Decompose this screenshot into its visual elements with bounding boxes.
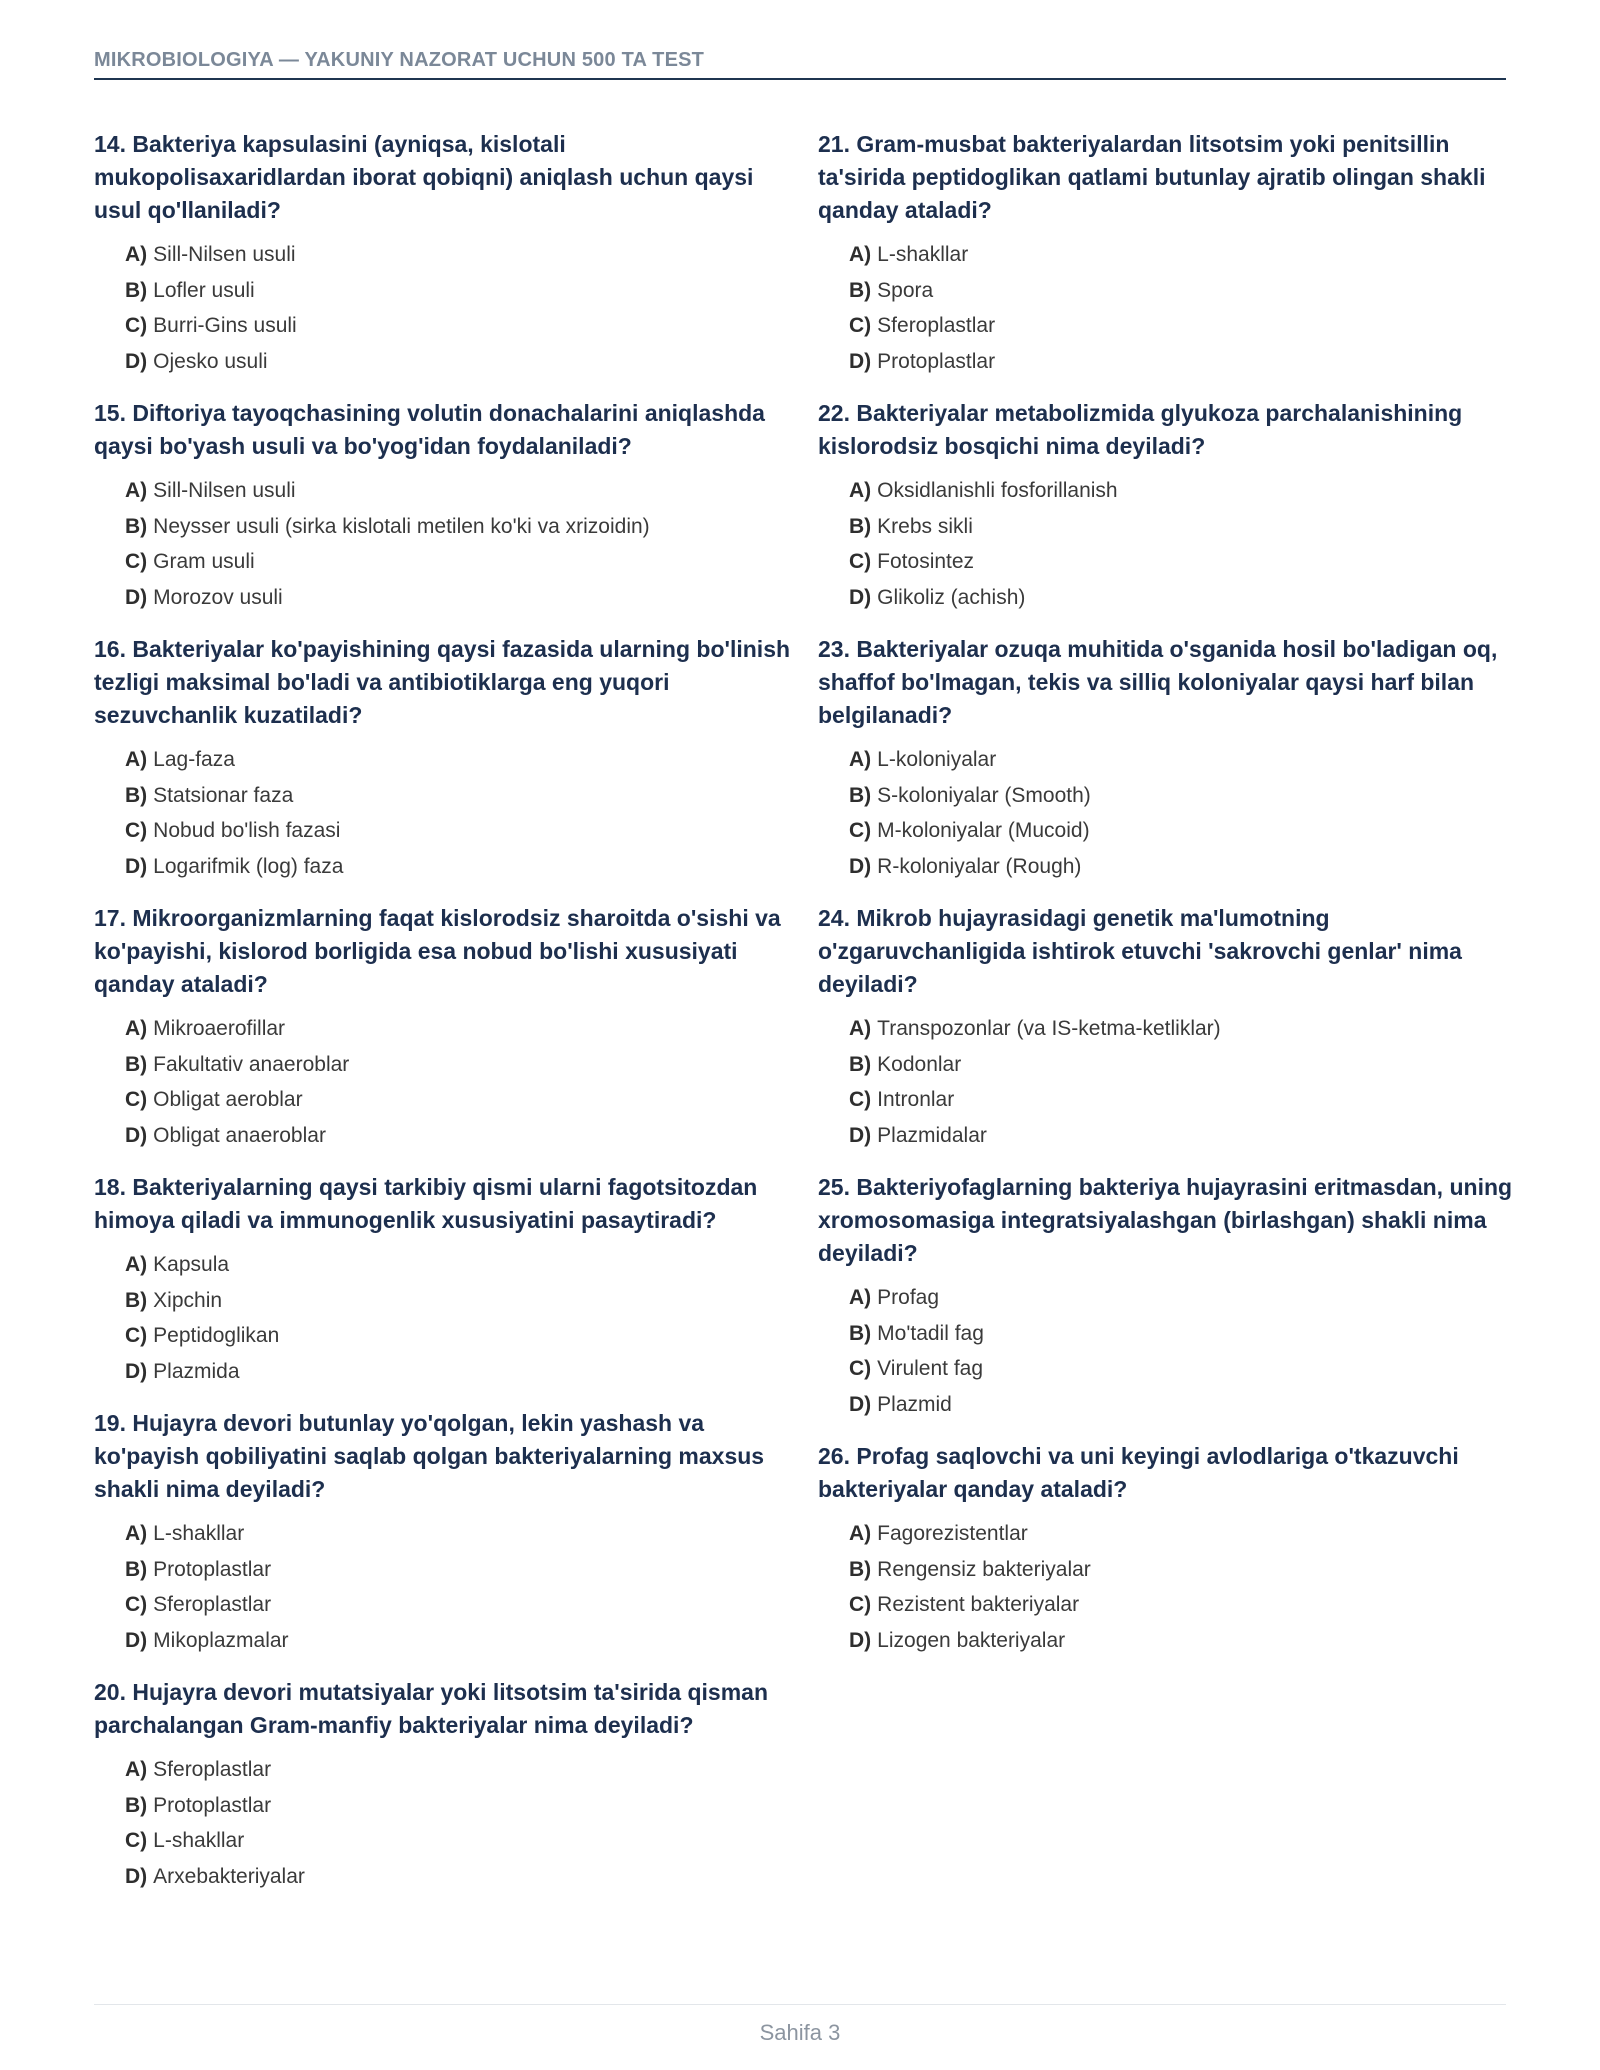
option-letter: A) [125,243,148,266]
answer-option [94,237,794,273]
question-column-left [94,128,794,1912]
question-text: 17. Mikroorganizmlarning faqat kislorodsiz sharoitda o'sishi va ko'payishi, kislorod borligida esa nobud bo'lishi xususiyati qanday ataladi? [94,905,781,997]
question-text: 20. Hujayra devori mutatsiyalar yoki litsotsim ta'sirida qisman parchalangan Gram-manfiy bakteriyalar nima deyiladi? [94,1679,769,1738]
option-letter: C) [849,1088,872,1111]
answer-option [94,544,794,580]
answer-option [818,344,1518,380]
option-letter: B) [849,278,872,302]
option-letter: B) [125,1793,148,1817]
answer-option [94,509,794,545]
answer-option [94,1552,794,1588]
option-text: Lizogen bakteriyalar [877,1628,1066,1652]
question-block [94,397,794,615]
option-text: R-koloniyalar (Rough) [877,854,1082,878]
option-letter: A) [125,748,148,771]
answer-option [818,1280,1518,1316]
option-letter: D) [849,1123,872,1147]
option-text: Protoplastlar [153,1793,272,1817]
option-text: Fotosintez [877,550,975,573]
option-letter: D) [125,1123,148,1147]
question-column-right [818,128,1518,1676]
option-text: Sferoplastlar [877,314,996,337]
page-header [94,46,1506,80]
answer-option [94,473,794,509]
option-text: Neysser usuli (sirka kislotali metilen ko'ki va xrizoidin) [153,514,650,538]
option-text: L-shakllar [877,243,969,266]
question-text: 23. Bakteriyalar ozuqa muhitida o'sganida hosil bo'ladigan oq, shaffof bo'lmagan, tekis va silliq koloniyalar qaysi harf bilan belgilanadi? [818,636,1498,728]
option-text: L-shakllar [153,1522,245,1545]
option-text: Lag-faza [153,748,235,771]
question-block [94,128,794,379]
option-letter: B) [125,1052,148,1076]
option-text: Sferoplastlar [153,1758,272,1781]
option-text: Peptidoglikan [153,1324,280,1347]
option-letter: A) [849,1522,872,1545]
option-letter: C) [849,1593,872,1616]
answer-option [94,580,794,616]
question-text: 14. Bakteriya kapsulasini (ayniqsa, kislotali mukopolisaxaridlardan iborat qobiqni) aniqlash uchun qaysi usul qo'llaniladi? [94,131,754,223]
answer-option [818,1387,1518,1423]
question-text: 21. Gram-musbat bakteriyalardan litsotsim yoki penitsillin ta'sirida peptidoglikan qatlami butunlay ajratib olingan shakli qanday ataladi? [818,131,1486,223]
option-text: S-koloniyalar (Smooth) [877,783,1091,807]
option-letter: C) [125,1829,148,1852]
answer-option [94,344,794,380]
question-text: 18. Bakteriyalarning qaysi tarkibiy qismi ularni fagotsitozdan himoya qiladi va immunogenlik xususiyatini pasaytiradi? [94,1174,758,1233]
option-text: Sill-Nilsen usuli [153,479,296,502]
answer-option [94,849,794,885]
answer-option [94,813,794,849]
answer-option [818,742,1518,778]
option-letter: D) [849,1392,872,1416]
option-text: Obligat anaeroblar [153,1123,326,1147]
option-letter: C) [125,1593,148,1616]
option-letter: A) [849,243,872,266]
option-letter: B) [849,783,872,807]
option-letter: A) [125,1253,148,1276]
answer-option [818,1011,1518,1047]
question-block [94,633,794,884]
option-letter: A) [849,1017,872,1040]
option-letter: C) [125,314,148,337]
option-letter: A) [125,479,148,502]
option-text: Plazmidalar [877,1123,987,1147]
option-letter: B) [849,1052,872,1076]
question-block [818,902,1518,1153]
question-text: 24. Mikrob hujayrasidagi genetik ma'lumotning o'zgaruvchanligida ishtirok etuvchi 'sakrovchi genlar' nima deyiladi? [818,905,1462,997]
option-letter: C) [849,819,872,842]
option-text: Ojesko usuli [153,349,268,373]
option-letter: C) [849,550,872,573]
option-letter: A) [125,1522,148,1545]
option-text: M-koloniyalar (Mucoid) [877,819,1090,842]
question-text: 25. Bakteriyofaglarning bakteriya hujayrasini eritmasdan, uning xromosomasiga integratsiyalashgan (birlashgan) shakli nima deyiladi? [818,1174,1513,1266]
answer-option [94,1859,794,1895]
option-text: Profag [877,1286,940,1309]
option-text: Transpozonlar (va IS-ketma-ketliklar) [877,1017,1221,1040]
option-text: Plazmida [153,1359,240,1383]
answer-option [94,1823,794,1859]
answer-option [94,1752,794,1788]
option-text: Intronlar [877,1088,955,1111]
option-text: Mikoplazmalar [153,1628,289,1652]
answer-option [818,1623,1518,1659]
answer-option [94,1516,794,1552]
option-text: Sferoplastlar [153,1593,272,1616]
answer-option [94,1788,794,1824]
option-letter: A) [849,479,872,502]
answer-option [818,1047,1518,1083]
option-text: Statsionar faza [153,783,294,807]
answer-option [94,778,794,814]
option-letter: B) [125,1557,148,1581]
option-letter: A) [849,1286,872,1309]
option-letter: D) [125,1628,148,1652]
option-letter: B) [125,514,148,538]
option-text: Nobud bo'lish fazasi [153,819,341,842]
question-text: 19. Hujayra devori butunlay yo'qolgan, lekin yashash va ko'payish qobiliyatini saqlab qolgan bakteriyalarning maxsus shakli nima deyiladi? [94,1410,765,1502]
answer-option [94,273,794,309]
document-title: MIKROBIOLOGIYA — YAKUNIY NAZORAT UCHUN 500 TA TEST [94,49,705,71]
answer-option [818,509,1518,545]
option-text: Kodonlar [877,1052,962,1076]
question-block [94,1407,794,1658]
option-letter: D) [125,1359,148,1383]
answer-option [818,544,1518,580]
option-letter: D) [849,1628,872,1652]
option-letter: C) [125,550,148,573]
option-text: L-shakllar [153,1829,245,1852]
answer-option [94,1011,794,1047]
page-number: Sahifa 3 [759,2020,841,2045]
option-letter: B) [849,1557,872,1581]
question-text: 22. Bakteriyalar metabolizmida glyukoza parchalanishining kislorodsiz bosqichi nima deyiladi? [818,400,1463,459]
option-letter: C) [125,819,148,842]
option-letter: A) [849,748,872,771]
option-letter: B) [849,1321,872,1345]
option-letter: D) [849,349,872,373]
option-letter: A) [125,1017,148,1040]
option-text: Glikoliz (achish) [877,585,1026,609]
option-letter: D) [849,585,872,609]
answer-option [94,1318,794,1354]
question-block [94,1171,794,1389]
option-text: Protoplastlar [153,1557,272,1581]
option-text: Rezistent bakteriyalar [877,1593,1080,1616]
answer-option [818,308,1518,344]
footer-divider [94,2004,1506,2005]
option-text: Morozov usuli [153,585,283,609]
answer-option [94,1354,794,1390]
option-text: Kapsula [153,1253,230,1276]
option-letter: A) [125,1758,148,1781]
option-letter: C) [849,1357,872,1380]
question-text: 26. Profag saqlovchi va uni keyingi avlodlariga o'tkazuvchi bakteriyalar qanday ataladi? [818,1443,1459,1502]
answer-option [818,1316,1518,1352]
question-block [94,902,794,1153]
answer-option [818,580,1518,616]
question-block [818,128,1518,379]
option-text: Spora [877,278,934,302]
option-text: Logarifmik (log) faza [153,854,344,878]
option-letter: D) [125,349,148,373]
answer-option [818,1587,1518,1623]
option-letter: D) [125,854,148,878]
question-text: 15. Diftoriya tayoqchasining volutin donachalarini aniqlashda qaysi bo'yash usuli va bo'yog'idan foydalaniladi? [94,400,765,459]
answer-option [818,1351,1518,1387]
option-text: Oksidlanishli fosforillanish [877,479,1118,502]
option-text: Fakultativ anaeroblar [153,1052,350,1076]
answer-option [818,237,1518,273]
option-text: Plazmid [877,1392,952,1416]
option-letter: B) [849,514,872,538]
option-letter: C) [849,314,872,337]
answer-option [94,1047,794,1083]
option-text: Fagorezistentlar [877,1522,1028,1545]
option-text: Rengensiz bakteriyalar [877,1557,1091,1581]
answer-option [818,1552,1518,1588]
option-text: Gram usuli [153,550,255,573]
answer-option [94,742,794,778]
option-letter: C) [125,1324,148,1347]
answer-option [94,1118,794,1154]
answer-option [818,473,1518,509]
option-text: Xipchin [153,1288,223,1312]
answer-option [94,1623,794,1659]
question-text: 16. Bakteriyalar ko'payishining qaysi fazasida ularning bo'linish tezligi maksimal bo'ladi va antibiotiklarga eng yuqori sezuvchanlik kuzatiladi? [94,636,791,728]
question-block [818,1171,1518,1422]
option-text: Mikroaerofillar [153,1017,286,1040]
question-block [818,397,1518,615]
answer-option [818,1118,1518,1154]
answer-option [94,1283,794,1319]
option-letter: D) [125,585,148,609]
answer-option [818,813,1518,849]
answer-option [818,1082,1518,1118]
option-text: Protoplastlar [877,349,996,373]
answer-option [94,308,794,344]
answer-option [94,1082,794,1118]
answer-option [94,1587,794,1623]
option-text: Obligat aeroblar [153,1088,303,1111]
answer-option [818,1516,1518,1552]
answer-option [818,849,1518,885]
option-text: Krebs sikli [877,514,973,538]
option-text: L-koloniyalar [877,748,997,771]
question-block [94,1676,794,1894]
option-letter: B) [125,783,148,807]
option-text: Mo'tadil fag [877,1321,984,1345]
answer-option [818,273,1518,309]
answer-option [818,778,1518,814]
option-letter: B) [125,1288,148,1312]
option-letter: C) [125,1088,148,1111]
answer-option [94,1247,794,1283]
option-letter: B) [125,278,148,302]
option-letter: D) [849,854,872,878]
option-text: Sill-Nilsen usuli [153,243,296,266]
option-text: Burri-Gins usuli [153,314,297,337]
option-letter: D) [125,1864,148,1888]
option-text: Arxebakteriyalar [153,1864,305,1888]
option-text: Virulent fag [877,1357,984,1380]
question-block [818,1440,1518,1658]
option-text: Lofler usuli [153,278,255,302]
question-block [818,633,1518,884]
